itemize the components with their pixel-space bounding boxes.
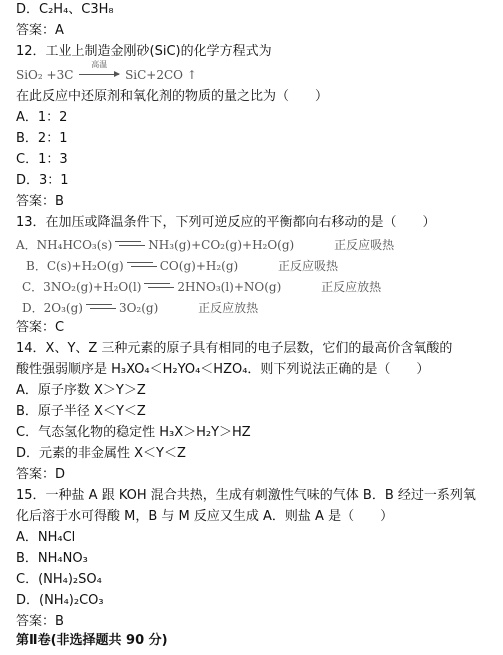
section-heading: 第Ⅱ卷(非选择题共 90 分) (16, 633, 168, 648)
q13-d-left: D．2O₃(g) (22, 301, 83, 315)
equilibrium-arrow-icon (144, 280, 174, 292)
q11-answer: 答案：A (16, 23, 64, 38)
equilibrium-arrow-icon (86, 301, 116, 313)
q11-option-d: D．C₂H₄、C3H₈ (16, 2, 114, 17)
q12-option-a: A．1：2 (16, 110, 68, 125)
q15-option-b: B．NH₄NO₃ (16, 551, 88, 566)
q13-b-left: B．C(s)+H₂O(g) (26, 259, 124, 273)
q13-d-heat: 正反应放热 (198, 301, 259, 315)
q13-stem: 13．在加压或降温条件下，下列可逆反应的平衡都向右移动的是（ ） (16, 215, 436, 230)
q13-b-heat: 正反应吸热 (278, 259, 339, 273)
q14-option-a: A．原子序数 X＞Y＞Z (16, 383, 146, 398)
q14-option-b: B．原子半径 X＜Y＜Z (16, 404, 146, 419)
q14-stem-line2: 酸性强弱顺序是 H₃XO₄＜H₂YO₄＜HZO₄．则下列说法正确的是（ ） (16, 362, 430, 377)
q12-equation (16, 60, 197, 83)
q13-option-b (26, 258, 338, 274)
q12-equation-products: SiC+2CO ↑ (125, 68, 197, 82)
q13-c-heat: 正反应放热 (321, 280, 382, 294)
q15-option-d: D．(NH₄)₂CO₃ (16, 593, 104, 608)
q13-a-right: NH₃(g)+CO₂(g)+H₂O(g) (148, 238, 295, 252)
q15-stem-line2: 化后溶于水可得酸 M，B 与 M 反应又生成 A．则盐 A 是（ ） (16, 509, 394, 524)
equilibrium-arrow-icon (127, 259, 157, 271)
q12-option-c: C．1：3 (16, 152, 68, 167)
q12-stem: 12．工业上制造金刚砂(SiC)的化学方程式为 (16, 44, 272, 59)
q15-option-a: A．NH₄Cl (16, 530, 76, 545)
q13-answer: 答案：C (16, 320, 65, 335)
q13-option-c (22, 279, 381, 295)
equilibrium-arrow-icon (115, 238, 145, 250)
q12-answer: 答案：B (16, 194, 64, 209)
q15-answer: 答案：B (16, 614, 64, 629)
q12-option-d: D．3：1 (16, 173, 69, 188)
q12-option-b: B．2：1 (16, 131, 68, 146)
q13-c-left: C．3NO₂(g)+H₂O(l) (22, 280, 142, 294)
reaction-arrow-icon (79, 60, 119, 81)
q15-option-c: C．(NH₄)₂SO₄ (16, 572, 102, 587)
q14-option-d: D．元素的非金属性 X＜Y＜Z (16, 446, 186, 461)
q14-stem-line1: 14．X、Y、Z 三种元素的原子具有相同的电子层数，它们的最高价含氧酸的 (16, 341, 453, 356)
q13-a-heat: 正反应吸热 (334, 238, 395, 252)
q13-b-right: CO(g)+H₂(g) (159, 259, 239, 273)
q13-d-right: 3O₂(g) (118, 301, 159, 315)
q14-option-c: C．气态氢化物的稳定性 H₃X＞H₂Y＞HZ (16, 425, 251, 440)
q13-a-left: A．NH₄HCO₃(s) (16, 238, 113, 252)
q13-option-d (22, 300, 258, 316)
q13-c-right: 2HNO₃(l)+NO(g) (177, 280, 282, 294)
q12-question: 在此反应中还原剂和氧化剂的物质的量之比为（ ） (16, 89, 329, 104)
q13-option-a (16, 237, 394, 253)
q12-equation-reactants: SiO₂ +3C (16, 68, 74, 82)
q14-answer: 答案：D (16, 467, 66, 482)
q15-stem-line1: 15．一种盐 A 跟 KOH 混合共热，生成有刺激性气味的气体 B．B 经过一系列氧 (16, 488, 476, 503)
reaction-condition: 高温 (91, 60, 108, 69)
